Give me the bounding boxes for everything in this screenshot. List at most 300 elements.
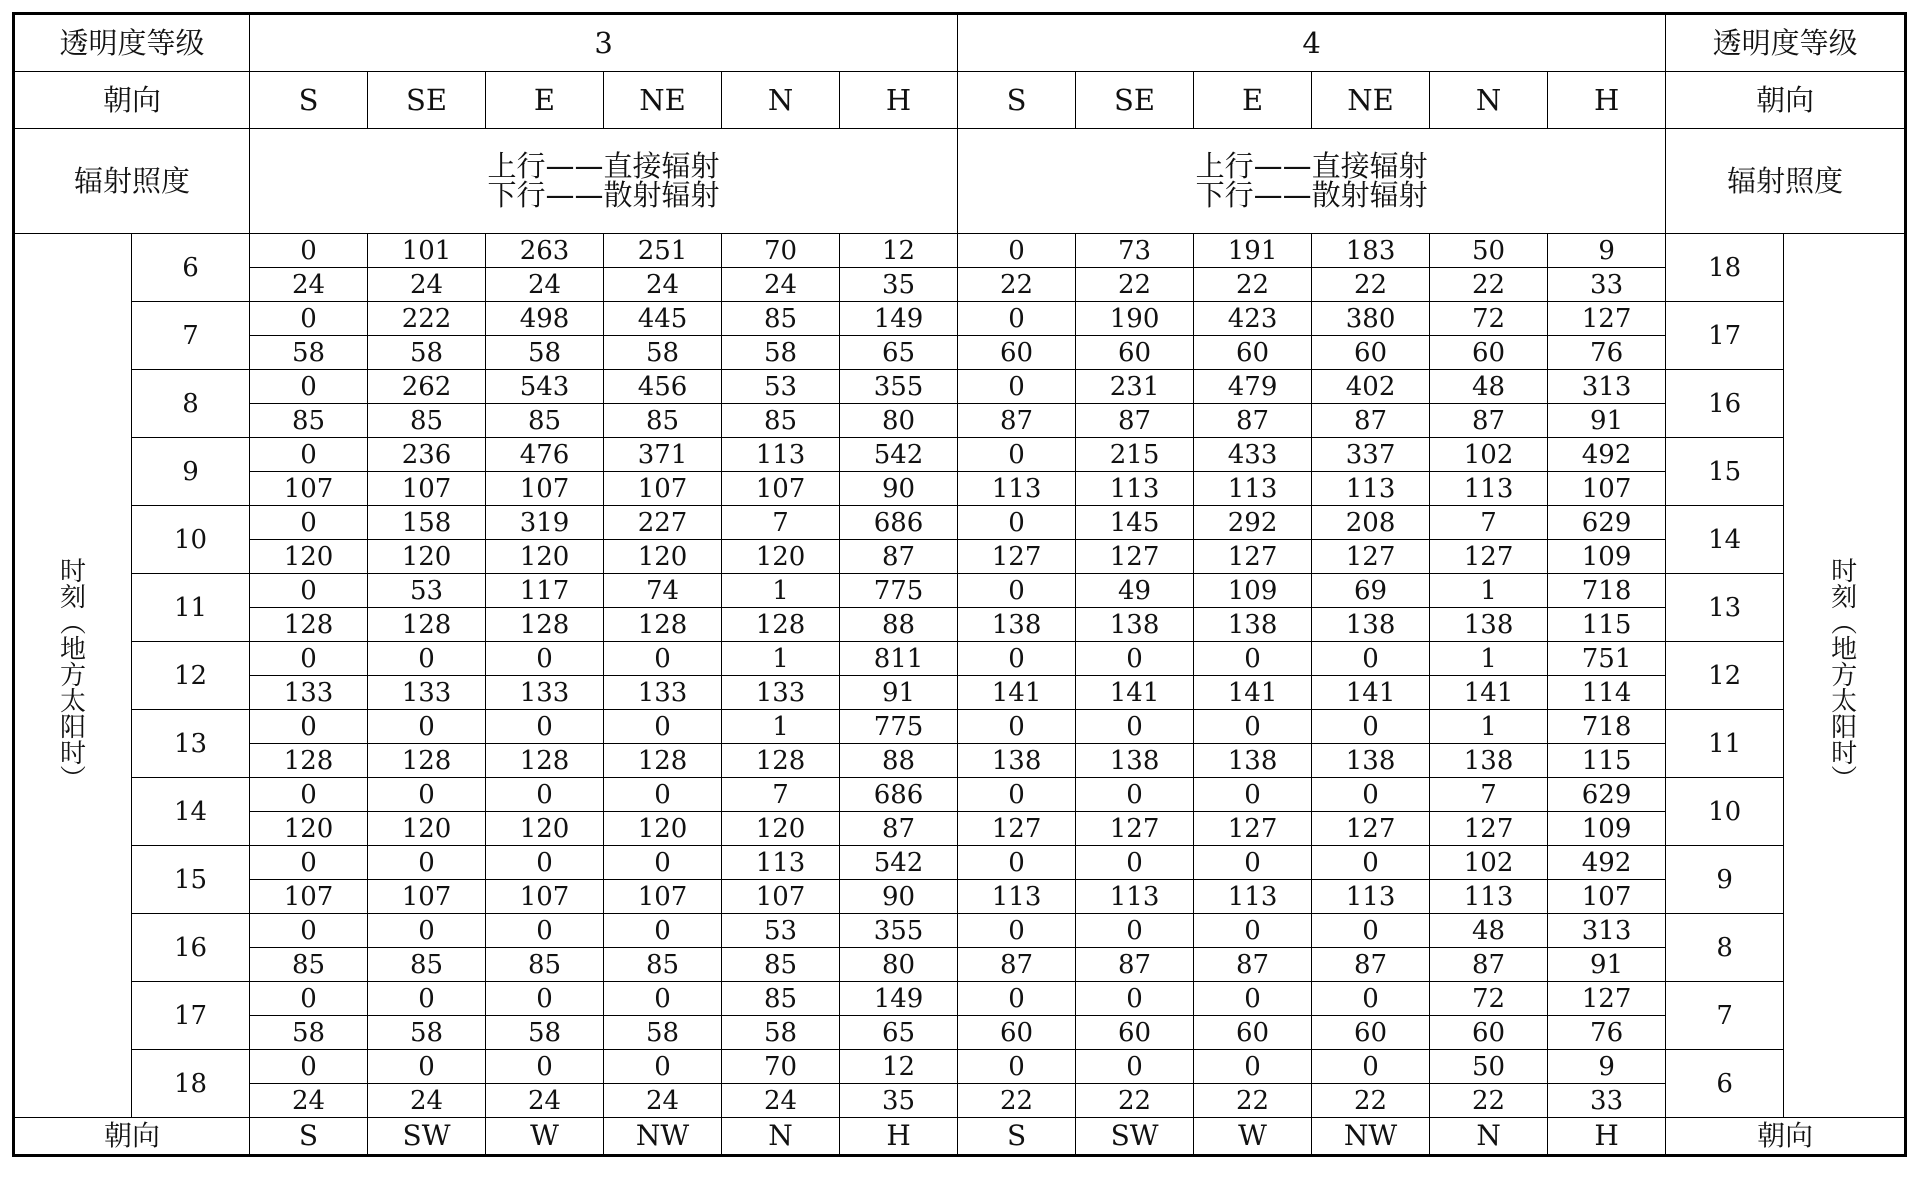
diffuse-radiation-cell: 24 [250,268,368,302]
diffuse-radiation-cell: 109 [1548,812,1666,846]
diffuse-radiation-cell: 128 [368,744,486,778]
table-row-diffuse [14,812,1906,846]
direct-radiation-cell: 0 [368,982,486,1016]
direct-radiation-cell: 0 [604,710,722,744]
diffuse-radiation-cell: 138 [958,744,1076,778]
diffuse-radiation-cell: 138 [1076,744,1194,778]
hour-cell-left: 18 [132,1050,250,1118]
direct-radiation-cell: 543 [486,370,604,404]
direct-radiation-cell: 355 [840,914,958,948]
direct-radiation-cell: 0 [486,778,604,812]
direct-radiation-cell: 0 [368,1050,486,1084]
radiation-note-grade-3 [250,129,958,234]
diffuse-radiation-cell: 85 [604,948,722,982]
hour-cell-right: 12 [1666,642,1784,710]
diffuse-radiation-cell: 87 [1312,404,1430,438]
time-label-char: 时 [1831,738,1858,769]
diffuse-radiation-cell: 58 [250,336,368,370]
diffuse-radiation-cell: 127 [1430,540,1548,574]
direct-radiation-cell: 0 [250,234,368,268]
direct-radiation-cell: 158 [368,506,486,540]
diffuse-radiation-cell: 85 [368,948,486,982]
time-label-char: 方 [59,660,86,691]
direct-radiation-cell: 0 [958,642,1076,676]
table-row-direct [14,710,1906,744]
time-label-char: 时 [59,556,86,587]
diffuse-radiation-cell: 127 [1312,540,1430,574]
direct-radiation-cell: 85 [722,982,840,1016]
table-row-diffuse [14,1084,1906,1118]
diffuse-radiation-cell: 90 [840,880,958,914]
table-row-direct [14,506,1906,540]
direct-radiation-cell: 0 [604,1050,722,1084]
diffuse-radiation-cell: 60 [1076,336,1194,370]
direct-radiation-cell: 0 [958,778,1076,812]
time-label-char: 时 [1831,556,1858,587]
diffuse-radiation-cell: 133 [250,676,368,710]
direct-radiation-cell: 1 [722,642,840,676]
diffuse-radiation-cell: 127 [1194,540,1312,574]
diffuse-radiation-cell: 107 [1548,472,1666,506]
hour-cell-right: 15 [1666,438,1784,506]
diffuse-radiation-cell: 87 [958,948,1076,982]
diffuse-radiation-cell: 141 [1194,676,1312,710]
diffuse-radiation-cell: 107 [604,472,722,506]
direct-radiation-cell: 433 [1194,438,1312,472]
diffuse-radiation-cell: 141 [1076,676,1194,710]
direct-radiation-cell: 0 [368,914,486,948]
note-upper-line: 上行——直接辐射 [1195,149,1428,183]
diffuse-radiation-cell: 22 [1312,268,1430,302]
direct-radiation-cell: 215 [1076,438,1194,472]
direct-radiation-cell: 0 [250,574,368,608]
direct-radiation-cell: 775 [840,710,958,744]
direct-radiation-cell: 12 [840,1050,958,1084]
hour-cell-right: 18 [1666,234,1784,302]
diffuse-radiation-cell: 113 [1076,472,1194,506]
grade-header-row [14,14,1906,72]
diffuse-radiation-cell: 107 [250,880,368,914]
direct-radiation-cell: 7 [722,778,840,812]
diffuse-radiation-cell: 138 [1076,608,1194,642]
diffuse-radiation-cell: 127 [958,540,1076,574]
diffuse-radiation-cell: 107 [722,472,840,506]
grade-3-header: 3 [250,14,958,72]
grade-4-header: 4 [958,14,1666,72]
direct-radiation-cell: 113 [722,438,840,472]
table-row-direct [14,642,1906,676]
diffuse-radiation-cell: 24 [486,268,604,302]
solar-radiation-table [12,12,1907,1157]
direct-radiation-cell: 0 [1312,710,1430,744]
diffuse-radiation-cell: 107 [1548,880,1666,914]
diffuse-radiation-cell: 128 [250,744,368,778]
table-row-diffuse [14,268,1906,302]
direct-radiation-cell: 0 [1312,642,1430,676]
direct-radiation-cell: 313 [1548,370,1666,404]
diffuse-radiation-cell: 22 [1312,1084,1430,1118]
orientation-bottom-cell: W [1194,1118,1312,1156]
diffuse-radiation-cell: 107 [722,880,840,914]
radiation-note-row [14,129,1906,234]
diffuse-radiation-cell: 138 [1312,744,1430,778]
diffuse-radiation-cell: 128 [604,744,722,778]
grade-label-left: 透明度等级 [14,14,250,72]
direct-radiation-cell: 127 [1548,302,1666,336]
diffuse-radiation-cell: 133 [722,676,840,710]
diffuse-radiation-cell: 85 [486,404,604,438]
hour-cell-left: 9 [132,438,250,506]
direct-radiation-cell: 1 [1430,642,1548,676]
diffuse-radiation-cell: 60 [958,336,1076,370]
hour-cell-right: 7 [1666,982,1784,1050]
orientation-bottom-cell: S [958,1118,1076,1156]
diffuse-radiation-cell: 80 [840,404,958,438]
direct-radiation-cell: 0 [958,370,1076,404]
direct-radiation-cell: 0 [1076,914,1194,948]
table-row-direct [14,574,1906,608]
direct-radiation-cell: 337 [1312,438,1430,472]
diffuse-radiation-cell: 91 [840,676,958,710]
direct-radiation-cell: 0 [250,370,368,404]
diffuse-radiation-cell: 24 [250,1084,368,1118]
direct-radiation-cell: 0 [1076,642,1194,676]
table-row-direct [14,982,1906,1016]
direct-radiation-cell: 7 [1430,778,1548,812]
direct-radiation-cell: 7 [1430,506,1548,540]
direct-radiation-cell: 190 [1076,302,1194,336]
direct-radiation-cell: 0 [958,302,1076,336]
diffuse-radiation-cell: 133 [368,676,486,710]
direct-radiation-cell: 0 [1194,914,1312,948]
direct-radiation-cell: 1 [1430,710,1548,744]
diffuse-radiation-cell: 60 [958,1016,1076,1050]
direct-radiation-cell: 0 [604,778,722,812]
direct-radiation-cell: 380 [1312,302,1430,336]
orientation-bottom-cell: NW [1312,1118,1430,1156]
direct-radiation-cell: 319 [486,506,604,540]
diffuse-radiation-cell: 127 [1076,812,1194,846]
direct-radiation-cell: 0 [368,846,486,880]
diffuse-radiation-cell: 60 [1194,336,1312,370]
direct-radiation-cell: 0 [250,982,368,1016]
diffuse-radiation-cell: 128 [486,608,604,642]
direct-radiation-cell: 50 [1430,1050,1548,1084]
direct-radiation-cell: 811 [840,642,958,676]
diffuse-radiation-cell: 22 [1194,268,1312,302]
direct-radiation-cell: 0 [958,234,1076,268]
orientation-top-cell: N [722,72,840,129]
diffuse-radiation-cell: 138 [958,608,1076,642]
orientation-top-cell: H [840,72,958,129]
hour-cell-left: 14 [132,778,250,846]
hour-cell-left: 15 [132,846,250,914]
time-label-char: ︶ [1831,764,1858,795]
note-lower-line: 下行——散射辐射 [1195,178,1428,212]
direct-radiation-cell: 53 [368,574,486,608]
hour-cell-right: 6 [1666,1050,1784,1118]
hour-cell-right: 9 [1666,846,1784,914]
diffuse-radiation-cell: 87 [1076,948,1194,982]
orientation-label-left: 朝向 [14,72,250,129]
diffuse-radiation-cell: 33 [1548,268,1666,302]
diffuse-radiation-cell: 22 [1430,1084,1548,1118]
direct-radiation-cell: 0 [958,574,1076,608]
direct-radiation-cell: 456 [604,370,722,404]
direct-radiation-cell: 0 [250,914,368,948]
diffuse-radiation-cell: 138 [1194,608,1312,642]
diffuse-radiation-cell: 24 [722,268,840,302]
diffuse-radiation-cell: 87 [958,404,1076,438]
diffuse-radiation-cell: 22 [1430,268,1548,302]
diffuse-radiation-cell: 58 [604,1016,722,1050]
diffuse-radiation-cell: 65 [840,1016,958,1050]
orientation-header-row [14,72,1906,129]
diffuse-radiation-cell: 22 [1076,1084,1194,1118]
direct-radiation-cell: 0 [958,982,1076,1016]
diffuse-radiation-cell: 133 [604,676,722,710]
diffuse-radiation-cell: 109 [1548,540,1666,574]
orientation-label-right: 朝向 [1666,72,1906,129]
direct-radiation-cell: 0 [368,778,486,812]
diffuse-radiation-cell: 107 [250,472,368,506]
direct-radiation-cell: 0 [958,506,1076,540]
direct-radiation-cell: 9 [1548,1050,1666,1084]
direct-radiation-cell: 7 [722,506,840,540]
diffuse-radiation-cell: 35 [840,268,958,302]
radiation-label-left: 辐射照度 [14,129,250,234]
note-lower-line: 下行——散射辐射 [487,178,720,212]
orientation-bottom-cell: W [486,1118,604,1156]
orientation-top-cell: H [1548,72,1666,129]
diffuse-radiation-cell: 76 [1548,336,1666,370]
time-label-char: ︵ [1831,608,1858,639]
direct-radiation-cell: 292 [1194,506,1312,540]
direct-radiation-cell: 0 [1312,846,1430,880]
diffuse-radiation-cell: 128 [250,608,368,642]
direct-radiation-cell: 0 [250,778,368,812]
diffuse-radiation-cell: 127 [1430,812,1548,846]
diffuse-radiation-cell: 60 [1076,1016,1194,1050]
diffuse-radiation-cell: 87 [1430,404,1548,438]
diffuse-radiation-cell: 113 [1430,880,1548,914]
diffuse-radiation-cell: 24 [368,1084,486,1118]
direct-radiation-cell: 69 [1312,574,1430,608]
direct-radiation-cell: 0 [958,846,1076,880]
hour-cell-left: 13 [132,710,250,778]
diffuse-radiation-cell: 107 [486,880,604,914]
diffuse-radiation-cell: 141 [958,676,1076,710]
diffuse-radiation-cell: 141 [1312,676,1430,710]
diffuse-radiation-cell: 120 [722,812,840,846]
time-label-char: 地 [1831,634,1858,665]
direct-radiation-cell: 686 [840,778,958,812]
direct-radiation-cell: 479 [1194,370,1312,404]
diffuse-radiation-cell: 128 [368,608,486,642]
direct-radiation-cell: 0 [1076,982,1194,1016]
direct-radiation-cell: 542 [840,846,958,880]
diffuse-radiation-cell: 90 [840,472,958,506]
direct-radiation-cell: 0 [1076,710,1194,744]
diffuse-radiation-cell: 120 [368,540,486,574]
diffuse-radiation-cell: 138 [1312,608,1430,642]
diffuse-radiation-cell: 80 [840,948,958,982]
direct-radiation-cell: 183 [1312,234,1430,268]
diffuse-radiation-cell: 60 [1312,336,1430,370]
diffuse-radiation-cell: 128 [722,608,840,642]
table-row-diffuse [14,404,1906,438]
direct-radiation-cell: 227 [604,506,722,540]
direct-radiation-cell: 262 [368,370,486,404]
direct-radiation-cell: 629 [1548,506,1666,540]
diffuse-radiation-cell: 33 [1548,1084,1666,1118]
direct-radiation-cell: 0 [958,710,1076,744]
diffuse-radiation-cell: 120 [486,812,604,846]
time-label-char: 太 [1831,686,1858,717]
diffuse-radiation-cell: 58 [486,1016,604,1050]
direct-radiation-cell: 1 [1430,574,1548,608]
hour-cell-left: 11 [132,574,250,642]
diffuse-radiation-cell: 113 [958,472,1076,506]
direct-radiation-cell: 718 [1548,710,1666,744]
orientation-bottom-cell: N [722,1118,840,1156]
direct-radiation-cell: 0 [1194,778,1312,812]
time-label-char: ︵ [59,608,86,639]
direct-radiation-cell: 85 [722,302,840,336]
direct-radiation-cell: 72 [1430,982,1548,1016]
direct-radiation-cell: 0 [1312,914,1430,948]
orientation-bottom-cell: H [1548,1118,1666,1156]
diffuse-radiation-cell: 138 [1430,608,1548,642]
table-row-direct [14,1050,1906,1084]
diffuse-radiation-cell: 85 [250,404,368,438]
direct-radiation-cell: 49 [1076,574,1194,608]
direct-radiation-cell: 0 [1194,1050,1312,1084]
hour-cell-left: 7 [132,302,250,370]
direct-radiation-cell: 102 [1430,846,1548,880]
direct-radiation-cell: 0 [486,914,604,948]
direct-radiation-cell: 402 [1312,370,1430,404]
table-row-direct [14,438,1906,472]
direct-radiation-cell: 0 [604,914,722,948]
diffuse-radiation-cell: 115 [1548,608,1666,642]
orientation-footer-label-left: 朝向 [14,1118,250,1156]
orientation-footer-label-right: 朝向 [1666,1118,1906,1156]
hour-cell-left: 17 [132,982,250,1050]
diffuse-radiation-cell: 87 [840,540,958,574]
diffuse-radiation-cell: 88 [840,744,958,778]
hour-cell-left: 10 [132,506,250,574]
direct-radiation-cell: 149 [840,302,958,336]
table-row-diffuse [14,472,1906,506]
table-row-diffuse [14,676,1906,710]
hour-cell-right: 10 [1666,778,1784,846]
orientation-bottom-cell: S [250,1118,368,1156]
time-label-right [1784,234,1906,1118]
diffuse-radiation-cell: 141 [1430,676,1548,710]
hour-cell-right: 8 [1666,914,1784,982]
diffuse-radiation-cell: 113 [1194,880,1312,914]
direct-radiation-cell: 0 [486,710,604,744]
orientation-top-cell: E [1194,72,1312,129]
note-upper-line: 上行——直接辐射 [487,149,720,183]
diffuse-radiation-cell: 87 [840,812,958,846]
direct-radiation-cell: 0 [958,438,1076,472]
direct-radiation-cell: 0 [604,846,722,880]
direct-radiation-cell: 355 [840,370,958,404]
diffuse-radiation-cell: 87 [1430,948,1548,982]
orientation-top-cell: E [486,72,604,129]
orientation-top-cell: SE [368,72,486,129]
direct-radiation-cell: 423 [1194,302,1312,336]
hour-cell-right: 17 [1666,302,1784,370]
direct-radiation-cell: 48 [1430,370,1548,404]
orientation-top-cell: NE [1312,72,1430,129]
diffuse-radiation-cell: 107 [604,880,722,914]
direct-radiation-cell: 208 [1312,506,1430,540]
diffuse-radiation-cell: 138 [1194,744,1312,778]
orientation-footer-row [14,1118,1906,1156]
direct-radiation-cell: 492 [1548,438,1666,472]
direct-radiation-cell: 0 [250,846,368,880]
direct-radiation-cell: 0 [1312,778,1430,812]
direct-radiation-cell: 236 [368,438,486,472]
orientation-bottom-cell: SW [1076,1118,1194,1156]
direct-radiation-cell: 9 [1548,234,1666,268]
diffuse-radiation-cell: 133 [486,676,604,710]
direct-radiation-cell: 629 [1548,778,1666,812]
orientation-top-cell: S [958,72,1076,129]
time-label-char: 地 [59,634,86,665]
direct-radiation-cell: 73 [1076,234,1194,268]
diffuse-radiation-cell: 58 [722,1016,840,1050]
diffuse-radiation-cell: 76 [1548,1016,1666,1050]
direct-radiation-cell: 113 [722,846,840,880]
table-row-diffuse [14,880,1906,914]
diffuse-radiation-cell: 24 [604,268,722,302]
diffuse-radiation-cell: 127 [1076,540,1194,574]
direct-radiation-cell: 263 [486,234,604,268]
diffuse-radiation-cell: 58 [368,336,486,370]
direct-radiation-cell: 0 [250,1050,368,1084]
table-row-direct [14,846,1906,880]
diffuse-radiation-cell: 22 [1194,1084,1312,1118]
diffuse-radiation-cell: 24 [722,1084,840,1118]
direct-radiation-cell: 0 [368,642,486,676]
diffuse-radiation-cell: 120 [368,812,486,846]
table-row-direct [14,234,1906,268]
direct-radiation-cell: 72 [1430,302,1548,336]
direct-radiation-cell: 222 [368,302,486,336]
diffuse-radiation-cell: 91 [1548,404,1666,438]
direct-radiation-cell: 102 [1430,438,1548,472]
diffuse-radiation-cell: 113 [1312,472,1430,506]
diffuse-radiation-cell: 128 [486,744,604,778]
direct-radiation-cell: 53 [722,370,840,404]
direct-radiation-cell: 0 [250,642,368,676]
direct-radiation-cell: 718 [1548,574,1666,608]
diffuse-radiation-cell: 87 [1076,404,1194,438]
diffuse-radiation-cell: 24 [486,1084,604,1118]
diffuse-radiation-cell: 35 [840,1084,958,1118]
direct-radiation-cell: 48 [1430,914,1548,948]
direct-radiation-cell: 0 [1312,982,1430,1016]
hour-cell-right: 16 [1666,370,1784,438]
direct-radiation-cell: 0 [250,302,368,336]
diffuse-radiation-cell: 22 [1076,268,1194,302]
diffuse-radiation-cell: 114 [1548,676,1666,710]
time-label-char: 阳 [1831,712,1858,743]
